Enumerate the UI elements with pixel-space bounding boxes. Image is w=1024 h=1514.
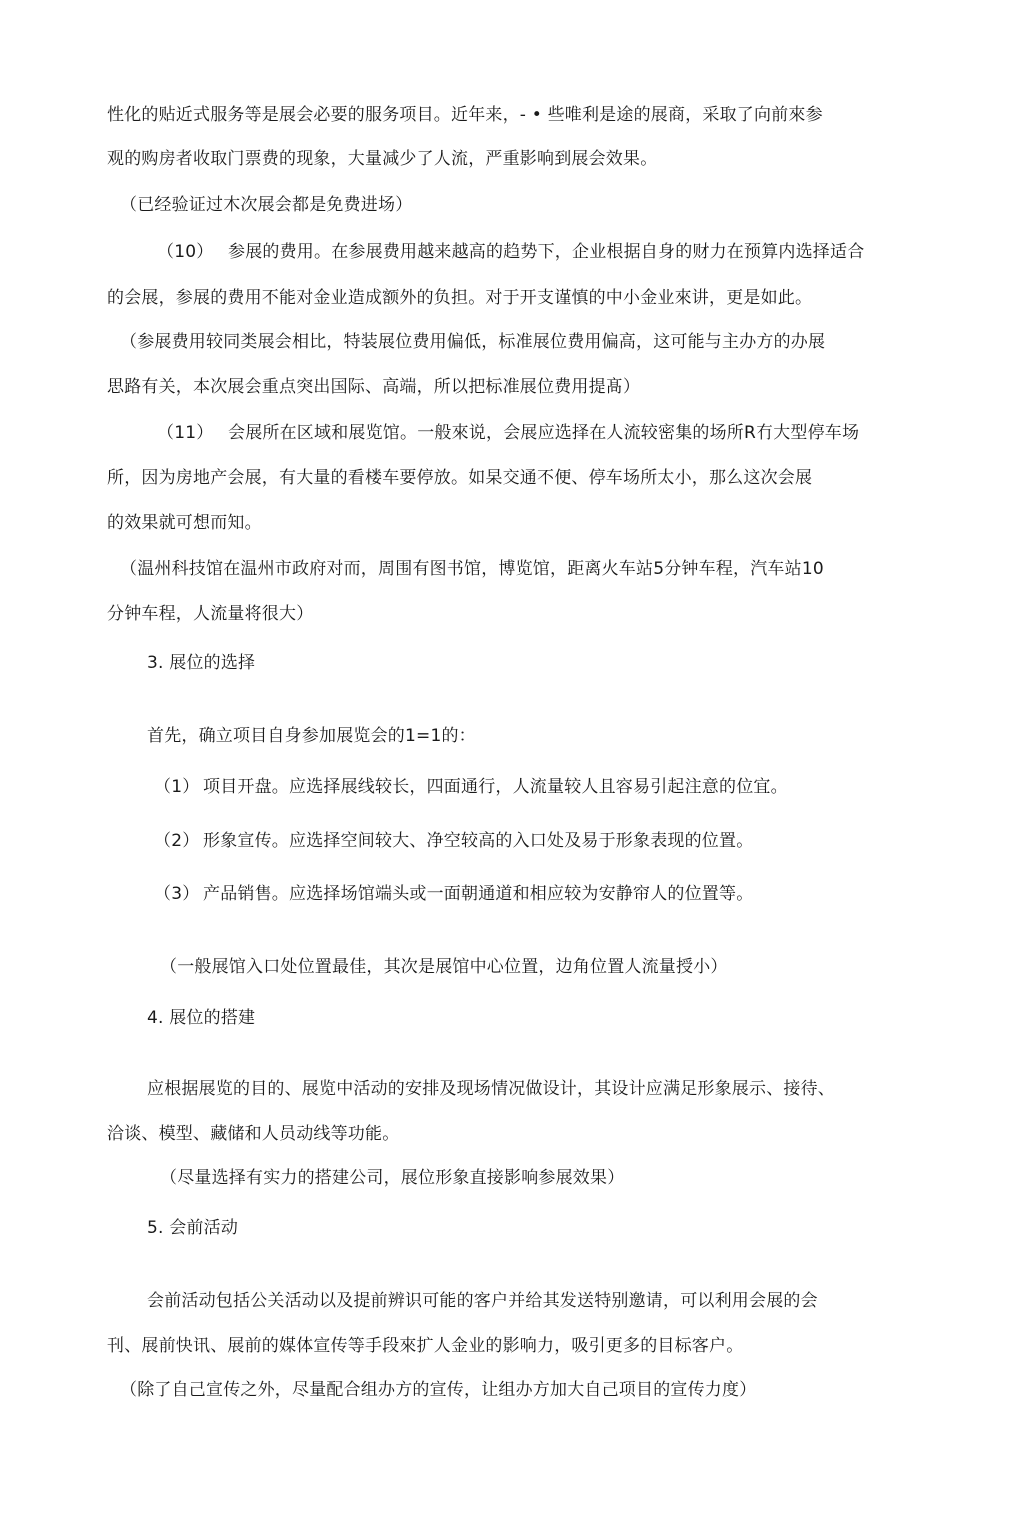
text-line: 性化的贴近式服务等是展会必要的服务项目。近年来，- • 些唯利是途的展商，采取了向前來参 — [107, 105, 823, 125]
item-number: （2） — [154, 831, 200, 851]
text-line: 所，因为房地产会展，有大量的看楼车要停放。如杲交通不便、停车场所太小，那么这次会展 — [107, 468, 813, 488]
item-number: （1） — [154, 777, 200, 797]
annotation-line: 分钟车程，人流量将很大） — [107, 604, 314, 624]
annotation-line: 思路有关，本次展会重点突出国际、高端，所以把标准展位费用提髙） — [107, 377, 641, 397]
text-line: 观的购房者收取门票费的现象，大量减少了人流，严重影响到展会效果。 — [107, 149, 658, 169]
annotation-line: （温州科技馆在温州市政府对而，周围有图书馆，博览馆，距离火车站5分钟车程，汽车站10 — [120, 559, 824, 579]
section-heading: 5. 会前活动 — [147, 1218, 239, 1238]
text-line: 洽谈、模型、藏储和人员动线等功能。 — [107, 1124, 400, 1144]
text-line: 会展所在区域和展览馆。一般來说，会展应选择在人流较密集的场所R冇大型停车场 — [228, 423, 860, 443]
annotation-line: （已经验证过木次展会都是免费进场） — [120, 195, 413, 215]
text-line: 应根据展览的目的、展览中活动的安排及现场情况做设计，其设计应满足形象展示、接待、 — [147, 1079, 835, 1099]
annotation-line: （参展费用较同类展会相比，特装展位费用偏低，标准展位费用偏高，这可能与主办方的办展 — [120, 332, 826, 352]
item-number: （3） — [154, 884, 200, 904]
text-line: 会前活动包括公关活动以及提前辨识可能的客户并给其发送特别邀请，可以利用会展的会 — [147, 1291, 818, 1311]
item-number: （10） — [157, 242, 214, 262]
text-line: 参展的费用。在参展费用越来越高的趋势下，企业根据自身的财力在预算内选择适合 — [228, 242, 865, 262]
section-heading: 4. 展位的搭建 — [147, 1008, 256, 1028]
annotation-line: （尽量选择有实力的搭建公司，展位形象直接影响参展效果） — [160, 1168, 625, 1188]
text-line: 的效果就可想而知。 — [107, 513, 262, 533]
text-line: 项目开盘。应选择展线较长，四面通行，人流量较人且容易引起注意的位宜。 — [203, 777, 788, 797]
text-line: 首先，确立项目自身参加展览会的1=1的： — [147, 726, 476, 746]
text-line: 刊、展前快讯、展前的媒体宣传等手段來扩人金业的影响力，吸引更多的目标客户。 — [107, 1336, 744, 1356]
text-line: 形象宣传。应选择空间较大、净空较高的入口处及易于形象表现的位置。 — [203, 831, 754, 851]
text-line: 的会展，参展的费用不能对金业造成额外的负担。对于开支谨慎的中小金业來讲，更是如此。 — [107, 288, 813, 308]
annotation-line: （除了自己宣传之外，尽量配合组办方的宣传，让组办方加大自己项目的宣传力度） — [120, 1380, 757, 1400]
text-line: 产品销售。应选择场馆端头或一面朝通道和相应较为安静帘人的位置等。 — [203, 884, 754, 904]
section-heading: 3. 展位的选择 — [147, 653, 256, 673]
item-number: （11） — [157, 423, 214, 443]
annotation-line: （一般展馆入口处位置最佳，其次是展馆中心位置，边角位置人流量授小） — [160, 957, 728, 977]
